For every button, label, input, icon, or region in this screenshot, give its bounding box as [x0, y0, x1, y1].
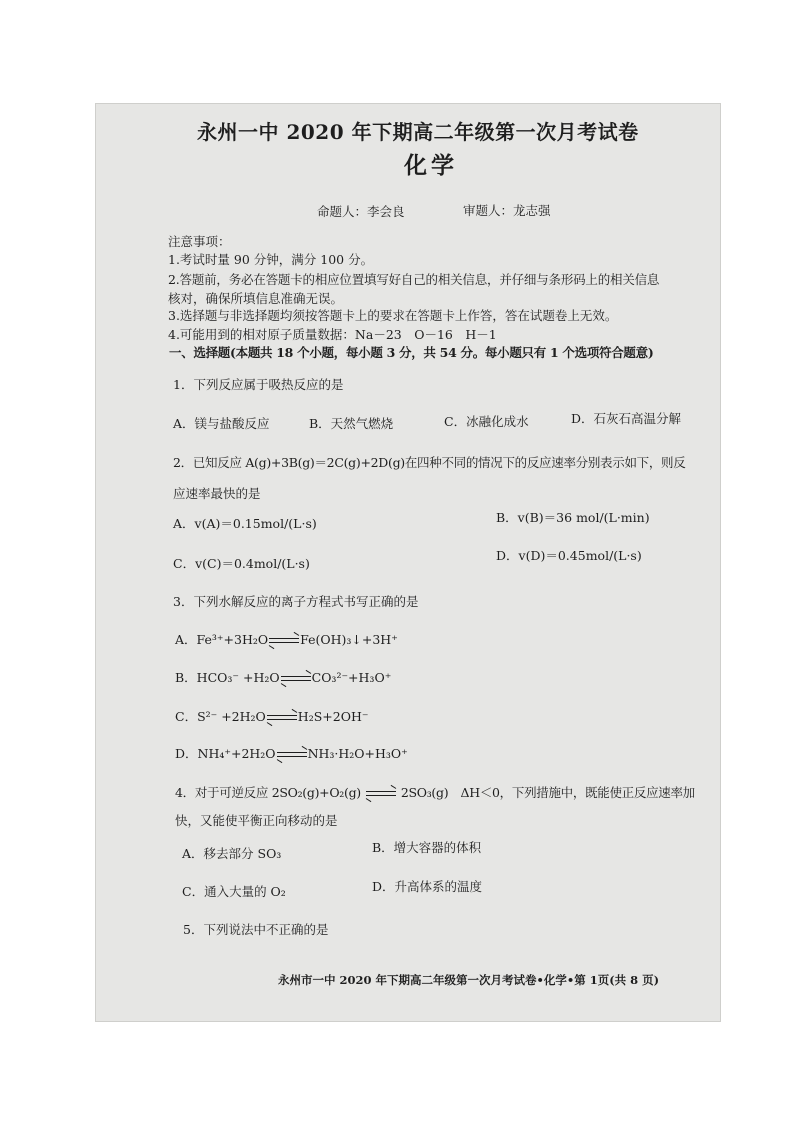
reversible-arrow-icon	[267, 713, 297, 723]
question-4-stem	[175, 785, 695, 801]
q3-option-a	[175, 632, 398, 648]
reversible-arrow-icon	[277, 750, 307, 760]
note-line: 4.可能用到的相对原子质量数据：Na－23 O－16 H－1	[168, 327, 497, 342]
subject-title: 化学	[404, 152, 458, 179]
page-footer: 永州市一中 2020 年下期高二年级第一次月考试卷•化学•第 1页(共 8 页)	[278, 973, 660, 987]
q2-option-d: D．v(D)＝0.45mol/(L·s)	[496, 548, 642, 563]
q4-reactants: 4．对于可逆反应 2SO₂(g)+O₂(g)	[175, 785, 361, 800]
question-5-stem: 5．下列说法中不正确的是	[183, 922, 329, 937]
question-4-stem-cont: 快，又能使平衡正向移动的是	[175, 813, 338, 828]
notes-heading: 注意事项：	[168, 234, 231, 249]
q1-option-c: C．冰融化成水	[444, 414, 529, 429]
q3-a-reactants: A．Fe³⁺+3H₂O	[175, 632, 269, 647]
q3-b-products: CO₃²⁻+H₃O⁺	[311, 670, 392, 685]
note-line: 2.答题前，务必在答题卡的相应位置填写好自己的相关信息，并仔细与条形码上的相关信息	[168, 272, 660, 287]
exam-title: 永州一中 2020 年下期高二年级第一次月考试卷	[197, 120, 639, 144]
q1-option-a: A．镁与盐酸反应	[173, 416, 270, 431]
q4-option-d: D．升高体系的温度	[372, 879, 483, 894]
q4-option-a: A．移去部分 SO₃	[182, 846, 282, 861]
reversible-arrow-icon	[281, 674, 311, 684]
note-line: 3.选择题与非选择题均须按答题卡上的要求在答题卡上作答，答在试题卷上无效。	[168, 308, 618, 323]
q2-option-b: B．v(B)＝36 mol/(L·min)	[496, 510, 650, 525]
q4-rest: 2SO₃(g) ΔH＜0，下列措施中，既能使正反应速率加	[400, 785, 695, 800]
question-2-stem: 2．已知反应 A(g)+3B(g)＝2C(g)+2D(g)在四种不同的情况下的反应速率分别表示如下，则反	[173, 455, 686, 470]
reversible-arrow-icon	[269, 636, 299, 646]
q1-option-b: B．天然气燃烧	[309, 416, 394, 431]
note-line: 核对，确保所填信息准确无误。	[168, 291, 344, 306]
q3-d-products: NH₃·H₂O+H₃O⁺	[307, 746, 408, 761]
q4-option-b: B．增大容器的体积	[372, 840, 482, 855]
q3-d-reactants: D．NH₄⁺+2H₂O	[175, 746, 276, 761]
question-3-stem: 3．下列水解反应的离子方程式书写正确的是	[173, 594, 419, 609]
q1-option-d: D．石灰石高温分解	[571, 411, 682, 426]
note-line: 1.考试时量 90 分钟，满分 100 分。	[168, 252, 374, 267]
question-2-stem-cont: 应速率最快的是	[173, 486, 261, 501]
q2-option-a: A．v(A)＝0.15mol/(L·s)	[173, 516, 317, 531]
q3-option-c	[175, 709, 368, 725]
q3-c-products: H₂S+2OH⁻	[297, 709, 369, 724]
q2-option-c: C．v(C)＝0.4mol/(L·s)	[173, 556, 310, 571]
section-heading: 一、选择题(本题共 18 个小题，每小题 3 分，共 54 分。每小题只有 1 个选项符合题意)	[169, 345, 654, 360]
q4-option-c: C．通入大量的 O₂	[182, 884, 286, 899]
q3-option-b	[175, 670, 391, 686]
reviewer-label: 审题人：龙志强	[463, 203, 551, 218]
reversible-arrow-icon	[366, 789, 396, 799]
q3-option-d	[175, 746, 408, 762]
setter-label: 命题人：李会良	[317, 204, 405, 219]
question-1-stem: 1．下列反应属于吸热反应的是	[173, 377, 344, 392]
q3-a-products: Fe(OH)₃↓+3H⁺	[300, 632, 398, 647]
q3-b-reactants: B．HCO₃⁻ +H₂O	[175, 670, 280, 685]
q3-c-reactants: C．S²⁻ +2H₂O	[175, 709, 266, 724]
